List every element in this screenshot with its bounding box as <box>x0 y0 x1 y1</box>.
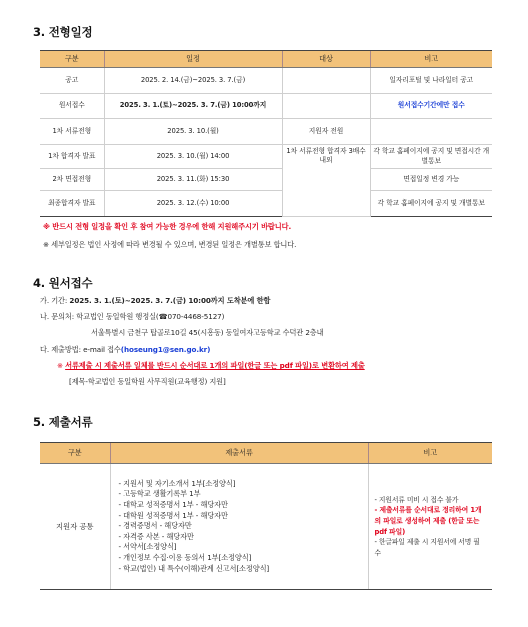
table-row <box>40 145 492 169</box>
warning-mark: ※ <box>57 361 63 370</box>
row-note: 각 학교 홈페이지에 공지 및 면접시간 개별통보 <box>370 145 492 169</box>
list-item: - 경력증명서 - 해당자만 <box>118 521 192 531</box>
row-type: 1차 서류전형 <box>40 119 104 145</box>
section5-title: 5. 제출서류 <box>33 415 93 429</box>
remarks-list <box>371 495 491 559</box>
row-schedule: 2025. 3. 1.(토)~2025. 3. 7.(금) 10:00까지 <box>104 94 282 119</box>
warning-text: 서류제출 시 제출서류 일체를 반드시 순서대로 1개의 파일(한글 또는 pdf 파일)로 변환하여 제출 <box>65 361 365 370</box>
method-line <box>40 345 210 355</box>
warning-line <box>57 361 365 371</box>
row-type: 2차 면접전형 <box>40 169 104 191</box>
row-type: 최종합격자 발표 <box>40 191 104 217</box>
section3-title: 3. 전형일정 <box>33 25 93 39</box>
col-header-type: 구분 <box>40 443 110 464</box>
list-item: - 대학원 성적증명서 1부 - 해당자만 <box>118 510 228 520</box>
col-header-remarks: 비고 <box>368 443 492 464</box>
documents-list <box>113 479 366 574</box>
period-value: 2025. 3. 1.(토)~2025. 3. 7.(금) 10:00까지 도착분에 한함 <box>69 296 271 305</box>
notice-red: ※ 반드시 전형 일정을 확인 후 참여 가능한 경우에 한해 지원해주시기 바랍니다. <box>43 222 292 231</box>
row-schedule: 2025. 3. 12.(수) 10:00 <box>104 191 282 217</box>
col-header-schedule: 일정 <box>104 51 282 68</box>
contact-value: 학교법인 동일학원 행정실(☎070-4468-5127) <box>76 312 225 321</box>
method-label: 다. 제출방법: e-mail 접수 <box>40 345 121 354</box>
table-row <box>40 68 492 94</box>
list-item: - 지원서 및 자기소개서 1부[소정양식] <box>118 478 236 488</box>
list-item: - 개인정보 수집·이용 동의서 1부[소정양식] <box>118 552 252 562</box>
address-line: 서울특별시 금천구 탑골로10길 45(시흥동) 동일여자고등학교 수덕관 2층내 <box>91 328 324 337</box>
row-schedule: 2025. 2. 14.(금)~2025. 3. 7.(금) <box>104 68 282 94</box>
notice-general: ※ 세부일정은 법인 사정에 따라 변경될 수 있으며, 변경된 일정은 개별통보 합니다. <box>43 240 297 249</box>
email-link[interactable]: (hoseung1@sen.go.kr) <box>120 345 211 354</box>
row-note <box>370 119 492 145</box>
row-target <box>282 94 370 119</box>
row-type: 1차 합격자 발표 <box>40 145 104 169</box>
row-schedule: 2025. 3. 10.(월) 14:00 <box>104 145 282 169</box>
contact-label: 나. 문의처: <box>40 312 75 321</box>
row-note: 면접일정 변경 가능 <box>370 169 492 191</box>
col-header-type: 구분 <box>40 51 104 68</box>
list-item: - 자격증 사본 - 해당자만 <box>118 531 194 541</box>
contact-line <box>40 312 224 322</box>
row-note: 일자리포털 및 나라일터 공고 <box>370 68 492 94</box>
period-label: 가. 기간: <box>40 296 68 305</box>
row-type: 원서접수 <box>40 94 104 119</box>
remark-item: - 지원서류 미비 시 접수 불가 <box>374 495 459 504</box>
remarks-cell <box>368 464 492 590</box>
table-row <box>40 119 492 145</box>
table-row <box>40 169 492 191</box>
section4-title: 4. 원서접수 <box>33 276 93 290</box>
row-target <box>282 68 370 94</box>
email-subject-format: [제목-학교법인 동일학원 사무직원(교육행정) 지원] <box>69 377 226 386</box>
documents-cell <box>110 464 368 590</box>
remark-item: - 한글파일 제출 시 지원서에 서명 필수 <box>374 538 480 557</box>
remark-item: - 제출서류를 순서대로 정리하여 1개의 파일로 생성하여 제출 (한글 또는 pdf 파일) <box>374 506 482 536</box>
period-line <box>40 296 270 306</box>
applicant-type: 지원자 공통 <box>40 464 110 590</box>
row-note: 원서접수기간에만 접수 <box>370 94 492 119</box>
schedule-table <box>40 50 492 217</box>
list-item: - 고등학교 생활기록부 1부 <box>118 489 201 499</box>
list-item: - 대학교 성적증명서 1부 - 해당자만 <box>118 500 228 510</box>
col-header-note: 비고 <box>370 51 492 68</box>
row-target: 1차 서류전형 합격자 3배수 내외 <box>282 145 370 217</box>
documents-table <box>40 442 492 590</box>
table-row <box>40 464 492 590</box>
table-row <box>40 191 492 217</box>
row-type: 공고 <box>40 68 104 94</box>
col-header-documents: 제출서류 <box>110 443 368 464</box>
row-target: 지원자 전원 <box>282 119 370 145</box>
row-schedule: 2025. 3. 11.(화) 15:30 <box>104 169 282 191</box>
row-schedule: 2025. 3. 10.(월) <box>104 119 282 145</box>
table-row <box>40 94 492 119</box>
col-header-target: 대상 <box>282 51 370 68</box>
list-item: - 학교(법인) 내 특수(이해)관계 신고서[소정양식] <box>118 563 270 573</box>
list-item: - 서약서[소정양식] <box>118 542 177 552</box>
row-note: 각 학교 홈페이지에 공지 및 개별통보 <box>370 191 492 217</box>
